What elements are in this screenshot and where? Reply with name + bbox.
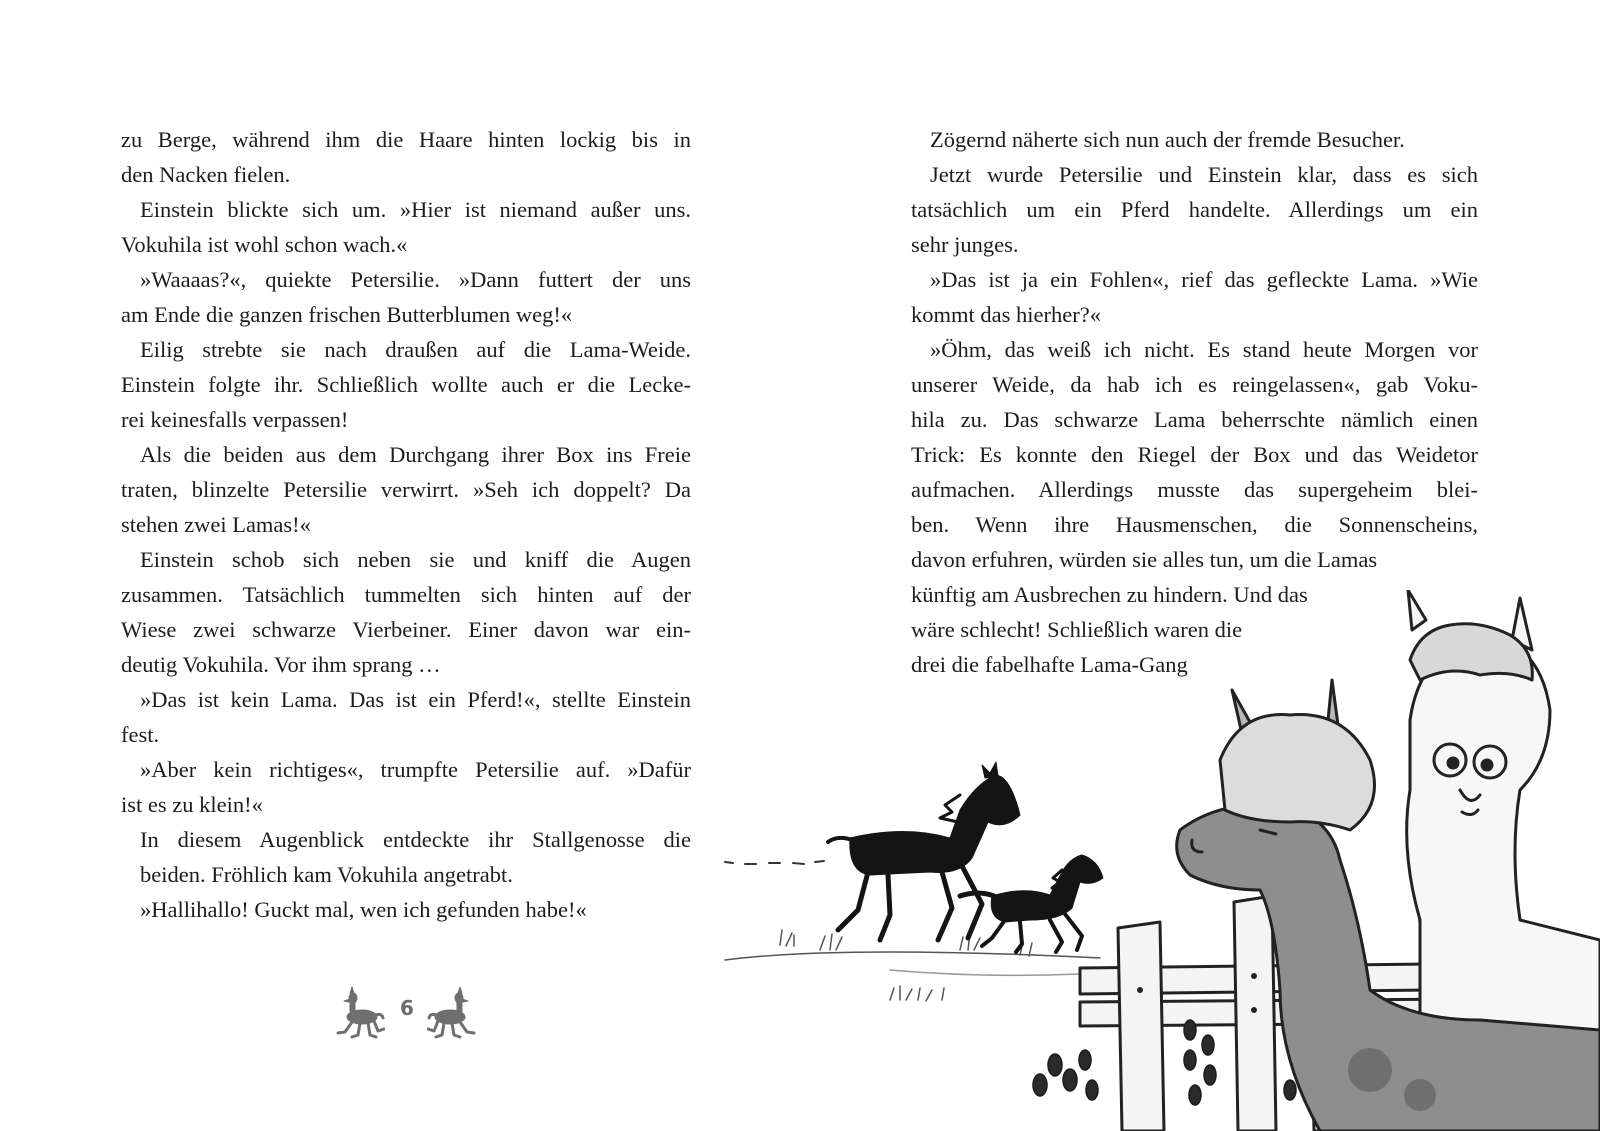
llama-right-decoration-icon xyxy=(427,985,482,1045)
text-line: ben. Wenn ihre Hausmenschen, die Sonnenscheins, xyxy=(911,512,1478,537)
text-line: »Das ist kein Lama. Das ist ein Pferd!«, stellte Einstein xyxy=(140,687,691,712)
text-line: den Nacken fielen. xyxy=(121,162,291,187)
left-page-text xyxy=(121,122,691,927)
text-line: »Aber kein richtiges«, trumpfte Petersilie auf. »Dafür xyxy=(140,757,691,782)
text-line: rei keinesfalls verpassen! xyxy=(121,407,349,432)
text-line: stehen zwei Lamas!« xyxy=(121,512,311,537)
text-line: wäre schlecht! Schließlich waren die xyxy=(911,617,1243,642)
text-line: Einstein blickte sich um. »Hier ist niemand außer uns. xyxy=(140,197,691,222)
text-line: sehr junges. xyxy=(911,232,1019,257)
text-line: Als die beiden aus dem Durchgang ihrer Box ins Freie xyxy=(140,442,691,467)
text-line: Vokuhila ist wohl schon wach.« xyxy=(121,232,408,257)
black-horse xyxy=(828,762,1020,940)
text-line: tatsächlich um ein Pferd handelte. Allerdings um ein xyxy=(911,197,1478,222)
text-line: zusammen. Tatsächlich tummelten sich hinten auf der xyxy=(121,582,691,607)
text-line: Zögernd näherte sich nun auch der fremde Besucher. xyxy=(930,127,1405,152)
text-line: zu Berge, während ihm die Haare hinten lockig bis in xyxy=(121,127,691,152)
text-line: »Hallihallo! Guckt mal, wen ich gefunden habe!« xyxy=(140,897,587,922)
text-line: Wiese zwei schwarze Vierbeiner. Einer davon war ein- xyxy=(121,617,691,642)
text-line: Einstein schob sich neben sie und kniff die Augen xyxy=(140,547,691,572)
text-line: deutig Vokuhila. Vor ihm sprang … xyxy=(121,652,441,677)
ground-grass xyxy=(725,930,1100,1001)
text-line: beiden. Fröhlich kam Vokuhila angetrabt. xyxy=(140,862,513,887)
text-line: »Waaaas?«, quiekte Petersilie. »Dann futtert der uns xyxy=(140,267,691,292)
llama-left-decoration-icon xyxy=(330,985,385,1045)
text-line: fest. xyxy=(121,722,160,747)
text-line: Eilig strebte sie nach draußen auf die Lama-Weide. xyxy=(140,337,691,362)
page-number: 6 xyxy=(400,996,414,1020)
text-line: hila zu. Das schwarze Lama beherrschte nämlich einen xyxy=(911,407,1478,432)
motion-trail xyxy=(725,861,824,864)
llama-illustration xyxy=(720,590,1600,1131)
text-line: ist es zu klein!« xyxy=(121,792,263,817)
text-line: drei die fabelhafte Lama-Gang xyxy=(911,652,1188,677)
text-line: kommt das hierher?« xyxy=(911,302,1101,327)
text-line: am Ende die ganzen frischen Butterblumen weg!« xyxy=(121,302,573,327)
text-line: In diesem Augenblick entdeckte ihr Stallgenosse die xyxy=(140,827,691,852)
text-line: unserer Weide, da hab ich es reingelassen«, gab Voku- xyxy=(911,372,1478,397)
text-line: »Das ist ja ein Fohlen«, rief das gefleckte Lama. »Wie xyxy=(930,267,1478,292)
text-line: Trick: Es konnte den Riegel der Box und das Weidetor xyxy=(911,442,1478,467)
text-line: »Öhm, das weiß ich nicht. Es stand heute Morgen vor xyxy=(930,337,1478,362)
page-footer xyxy=(330,985,485,1045)
text-line: aufmachen. Allerdings musste das supergeheim blei- xyxy=(911,477,1478,502)
text-line: davon erfuhren, würden sie alles tun, um die Lamas xyxy=(911,547,1378,572)
text-line: traten, blinzelte Petersilie verwirrt. »Seh ich doppelt? Da xyxy=(121,477,691,502)
text-line: Jetzt wurde Petersilie und Einstein klar, dass es sich xyxy=(930,162,1478,187)
text-line: Einstein folgte ihr. Schließlich wollte auch er die Lecke- xyxy=(121,372,691,397)
text-line: künftig am Ausbrechen zu hindern. Und das xyxy=(911,582,1308,607)
